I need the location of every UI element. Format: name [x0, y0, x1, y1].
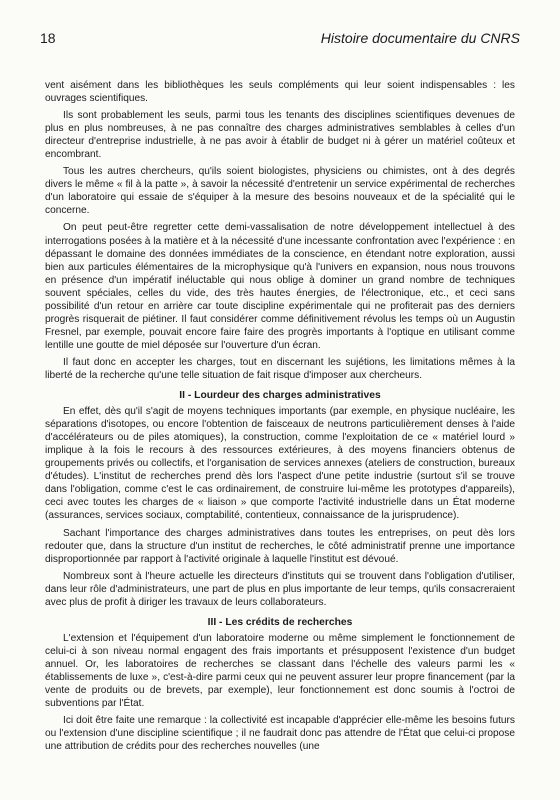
paragraph: On peut peut-être regretter cette demi-vassalisation de notre développement intellectuel à des interrogations posées à la matière et à la nécessité d'une incessante confrontation avec l'expérience : en dépassant le domaine des données immédiates de la conscience, en étendant notre exploration, aussi bien aux particules élémentaires de la microphysique qu'à l'univers en expansion, nous nous trouvons en présence d'un impératif inéluctable qui nous oblige à dominer un grand nombre de techniques souvent spéciales, celles du vide, des très hautes énergies, de l'électronique, etc., et ceci sans possibilité d'un retour en arrière car toute discipline expérimentale qui ne profiterait pas des derniers progrès risquerait de piétiner. Il faut considérer comme définitivement révolus les temps où un Augustin Fresnel, par exemple, pouvait encore faire faire des progrès importants à l'optique en utilisant comme lentille une goutte de miel déposée sur l'ouverture d'un écran.	[45, 222, 515, 351]
section-heading: II - Lourdeur des charges administratives	[179, 390, 381, 402]
paragraph: Ils sont probablement les seuls, parmi tous les tenants des disciplines scientifiques devenues de plus en plus nombreuses, à ne pas connaître des charges administratives semblables à celles d'un directeur d'entreprise industrielle, à ne pas avoir à établir de budget ni à gérer un matériel coûteux et encombrant.	[45, 110, 515, 161]
page-header	[40, 30, 520, 46]
paragraph: L'extension et l'équipement d'un laboratoire moderne ou même simplement le fonctionnement de celui-ci à son niveau normal engagent des frais importants et présupposent l'existence d'un budget annuel. Or, les laboratoires de recherches se classant dans l'échelle des valeurs parmi les « établissements de luxe », c'est-à-dire parmi ceux qui ne peuvent assurer leur propre financement (par la vente de produits ou de brevets, par exemple), leur fonctionnement est donc soumis à l'octroi de subventions par l'État.	[45, 632, 515, 710]
paragraph: Nombreux sont à l'heure actuelle les directeurs d'instituts qui se trouvent dans l'obligation d'utiliser, dans leur rôle d'administrateurs, une part de plus en plus importante de leur temps, qu'ils consacreraient avec plus de profit à diriger les travaux de leurs collaborateurs.	[45, 570, 515, 608]
section-heading: III - Les crédits de recherches	[207, 616, 353, 628]
page-body	[45, 79, 515, 757]
paragraph: Sachant l'importance des charges administratives dans toutes les entreprises, on peut dès lors redouter que, dans la structure d'un institut de recherches, le côté administratif prenne une importance disproportionnée par rapport à l'activité originale à laquelle l'institut est dévoué.	[45, 527, 515, 565]
paragraph: Tous les autres chercheurs, qu'ils soient biologistes, physiciens ou chimistes, ont à des degrés divers le même « fil à la patte », à savoir la nécessité d'entretenir un service expérimental de recherches d'un laboratoire qui essaie de s'équiper à la mesure des besoins nouveaux et de la spécialité qui le concerne.	[45, 166, 515, 217]
paragraph: vent aisément dans les bibliothèques les seuls compléments qui leur soient indispensables : les ouvrages scientifiques.	[45, 80, 515, 105]
paragraph: En effet, dès qu'il s'agit de moyens techniques importants (par exemple, en physique nucléaire, les séparations d'isotopes, ou encore l'obtention de faisceaux de neutrons particulièrement denses à l'aide d'accélérateurs ou de piles atomiques), la construction, comme l'exploitation de ce « matériel lourd » implique à la fois le recours à des ressources extérieures, à des moyens financiers obtenus de groupements privés ou collectifs, et l'organisation de services annexes (ateliers de construction, bureaux d'études). L'institut de recherches prend dès lors l'aspect d'une petite industrie (surtout s'il se trouve dans l'obligation, comme c'est le cas ordinairement, de construire lui-même les prototypes d'appareils), ceci avec toutes les charges de « liaison » que comporte l'activité industrielle dans un État moderne (assurances, services sociaux, comptabilité, contentieux, connaissance de la jurisprudence).	[45, 406, 515, 522]
paragraph: Il faut donc en accepter les charges, tout en discernant les sujétions, les limitations mêmes à la liberté de la recherche qu'une telle situation de fait risque d'imposer aux chercheurs.	[45, 356, 515, 381]
paragraph: Ici doit être faite une remarque : la collectivité est incapable d'apprécier elle-même les besoins futurs ou l'extension d'une discipline scientifique ; il ne faudrait donc pas attendre de l'État que celui-ci propose une attribution de crédits pour des recherches nouvelles (une	[45, 715, 515, 753]
running-title: Histoire documentaire du CNRS	[320, 30, 520, 46]
page-number: 18	[40, 30, 56, 46]
